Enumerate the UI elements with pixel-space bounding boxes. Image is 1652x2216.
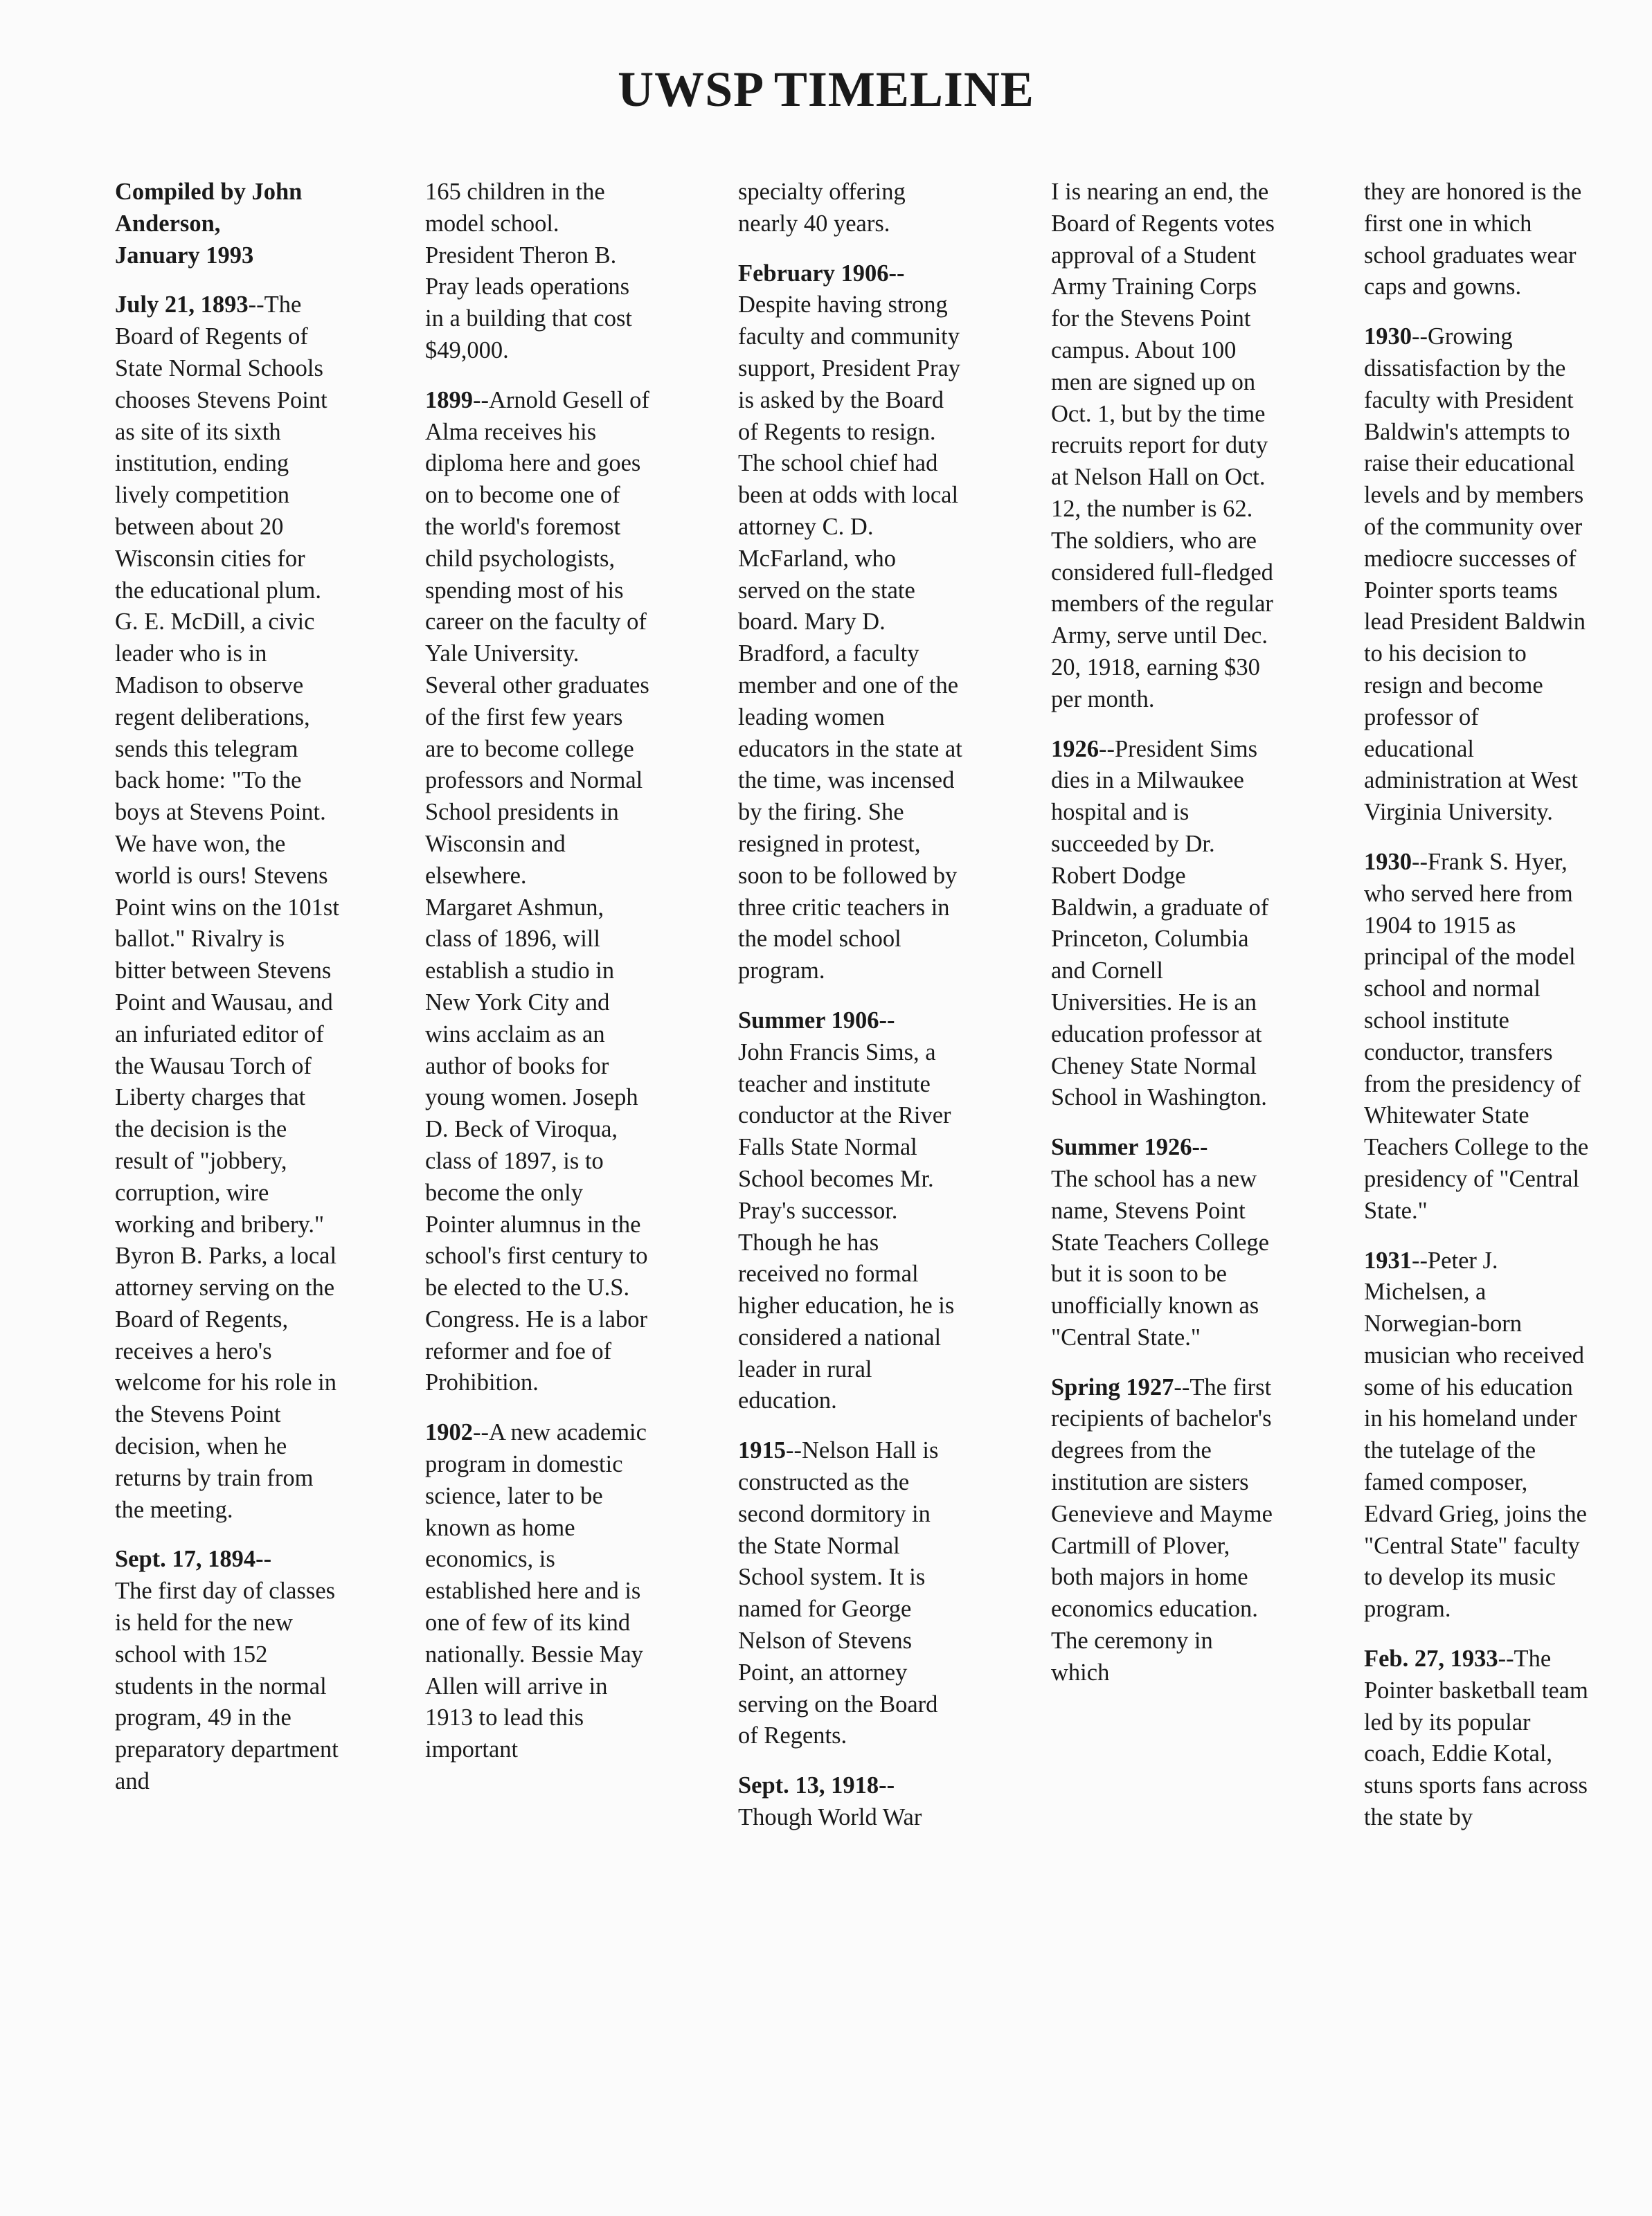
entry-date: Summer 1906-- <box>738 1007 895 1034</box>
text-column-5 <box>1364 177 1589 1852</box>
timeline-entry <box>738 258 963 987</box>
entry-text: --A new academic program in domestic science, later to be known as home economics, is established here and is one of few of its kind nationally. Bessie May Allen will arrive in 1913 to lead this important <box>425 1419 647 1763</box>
timeline-entry <box>738 1770 963 1834</box>
entry-date: 1902 <box>425 1419 473 1446</box>
entry-continuation <box>1051 177 1276 716</box>
entry-date: 1931 <box>1364 1247 1412 1274</box>
entry-text: --The Board of Regents of State Normal Schools chooses Stevens Point as site of its sixth institution, ending lively competition between about 20 Wisconsin cities for the educational plum. G. E. McDill, a civic leader who is in Madison to observe regent deliberations, sends this telegram back home: "To the boys at Stevens Point. We have won, the world is ours! Stevens Point wins on the 101st ballot." Rivalry is bitter between Stevens Point and Wausau, and an infuriated editor of the Wausau Torch of Liberty charges that the decision is the result of "jobbery, corruption, wire working and bribery." Byron B. Parks, a local attorney serving on the Board of Regents, receives a hero's welcome for his role in the Stevens Point decision, when he returns by train from the meeting. <box>115 291 339 1523</box>
entry-date: Feb. 27, 1933 <box>1364 1646 1498 1673</box>
entry-text: John Francis Sims, a teacher and institute conductor at the River Falls State Normal School becomes Mr. Pray's successor. Though he has received no formal higher education, he is considered a national leader in rural education. <box>738 1038 955 1414</box>
entry-date: Sept. 17, 1894-- <box>115 1546 272 1573</box>
entry-text: Margaret Ashmun, class of 1896, will establish a studio in New York City and wins acclaim as an author of books for young women. Joseph D. Beck of Viroqua, class of 1897, is to become the only Pointer alumnus in the school's first century to be elected to the U.S. Congress. He is a labor reformer and foe of Prohibition. <box>425 894 648 1396</box>
text-column-1 <box>115 177 340 1816</box>
entry-text: 165 children in the model school. President Theron B. Pray leads operations in a building that cost $49,000. <box>425 179 632 363</box>
entry-date: 1930 <box>1364 848 1412 875</box>
entry-text: they are honored is the first one in which school graduates wear caps and gowns. <box>1364 179 1582 300</box>
timeline-entry <box>115 289 340 1526</box>
timeline-entry <box>1364 321 1589 829</box>
entry-text: Several other graduates of the first few years are to become college professors and Normal School presidents in Wisconsin and elsewhere. <box>425 672 649 889</box>
entry-text: Despite having strong faculty and community support, President Pray is asked by the Board of Regents to resign. The school chief had been at odds with local attorney C. D. McFarland, who served on the state board. Mary D. Bradford, a faculty member and one of the leading women educators in the state at the time, was incensed by the firing. She resigned in protest, soon to be followed by three critic teachers in the model school program. <box>738 291 962 984</box>
entry-text: The first day of classes is held for the new school with 152 students in the normal program, 49 in the preparatory department and <box>115 1578 339 1795</box>
timeline-entry <box>1051 1372 1276 1689</box>
entry-text: The school has a new name, Stevens Point State Teachers College but it is soon to be unofficially known as "Central State." <box>1051 1165 1269 1351</box>
entry-date: Spring 1927 <box>1051 1373 1174 1400</box>
byline-date: January 1993 <box>115 242 254 269</box>
entry-text: --President Sims dies in a Milwaukee hospital and is succeeded by Dr. Robert Dodge Baldwin, a graduate of Princeton, Columbia and Cornell Universities. He is an education professor at Cheney State Normal School in Washington. <box>1051 735 1269 1111</box>
entry-text: --The first recipients of bachelor's degrees from the institution are sisters Genevieve and Mayme Cartmill of Plover, both majors in home economics education. The ceremony in which <box>1051 1373 1273 1686</box>
timeline-entry <box>1364 1245 1589 1626</box>
timeline-entry <box>115 1544 340 1797</box>
byline <box>115 177 340 271</box>
entry-date: Summer 1926-- <box>1051 1134 1208 1161</box>
entry-text: --The Pointer basketball team led by its popular coach, Eddie Kotal, stuns sports fans across the state by <box>1364 1646 1588 1831</box>
entry-continuation <box>425 177 650 367</box>
entry-text: --Arnold Gesell of Alma receives his diploma here and goes on to become one of the world's foremost child psychologists, spending most of his career on the faculty of Yale University. <box>425 386 649 667</box>
entry-date: Sept. 13, 1918-- <box>738 1772 895 1799</box>
byline-line: Compiled by John <box>115 179 303 205</box>
timeline-entry <box>738 1435 963 1752</box>
entry-text: --Peter J. Michelsen, a Norwegian-born musician who received some of his education in his homeland under the tutelage of the famed composer, Edvard Grieg, joins the "Central State" faculty to develop its music program. <box>1364 1247 1587 1623</box>
text-column-3 <box>738 177 963 1852</box>
timeline-entry <box>738 1005 963 1417</box>
text-column-2 <box>425 177 650 1784</box>
entry-text: --Nelson Hall is constructed as the second dormitory in the State Normal School system. It is named for George Nelson of Stevens Point, an attorney serving on the Board of Regents. <box>738 1437 939 1749</box>
timeline-entry <box>1364 1643 1589 1834</box>
entry-date: July 21, 1893 <box>115 291 249 318</box>
timeline-entry <box>425 1417 650 1766</box>
entry-text: --Frank S. Hyer, who served here from 1904 to 1915 as principal of the model school and normal school institute conductor, transfers from the presidency of Whitewater State Teachers College to the presidency of "Central State." <box>1364 848 1589 1224</box>
page-title: UWSP TIMELINE <box>618 62 1034 117</box>
entry-continuation <box>1364 177 1589 303</box>
byline-line: Anderson, <box>115 210 221 237</box>
timeline-entry <box>1051 734 1276 1115</box>
entry-text: --Growing dissatisfaction by the faculty with President Baldwin's attempts to raise their educational levels and by members of the community over mediocre successes of Pointer sports teams lead President Baldwin to his decision to resign and become professor of educational administration at West Virginia University. <box>1364 323 1586 826</box>
entry-date: 1930 <box>1364 323 1412 350</box>
entry-date: 1899 <box>425 386 473 413</box>
entry-text: I is nearing an end, the Board of Regents votes approval of a Student Army Training Corps for the Stevens Point campus. About 100 men are signed up on Oct. 1, but by the time recruits report for duty at Nelson Hall on Oct. 12, the number is 62. The soldiers, who are considered full-fledged members of the regular Army, serve until Dec. 20, 1918, earning $30 per month. <box>1051 179 1275 712</box>
entry-text: Though World War <box>738 1804 922 1831</box>
entry-date: 1915 <box>738 1437 786 1464</box>
entry-continuation <box>738 177 963 240</box>
entry-date: February 1906-- <box>738 260 905 287</box>
timeline-entry <box>1051 1132 1276 1354</box>
timeline-entry <box>1364 847 1589 1227</box>
entry-date: 1926 <box>1051 735 1099 762</box>
text-column-4 <box>1051 177 1276 1707</box>
entry-text: specialty offering nearly 40 years. <box>738 179 906 237</box>
timeline-entry <box>425 385 650 1400</box>
